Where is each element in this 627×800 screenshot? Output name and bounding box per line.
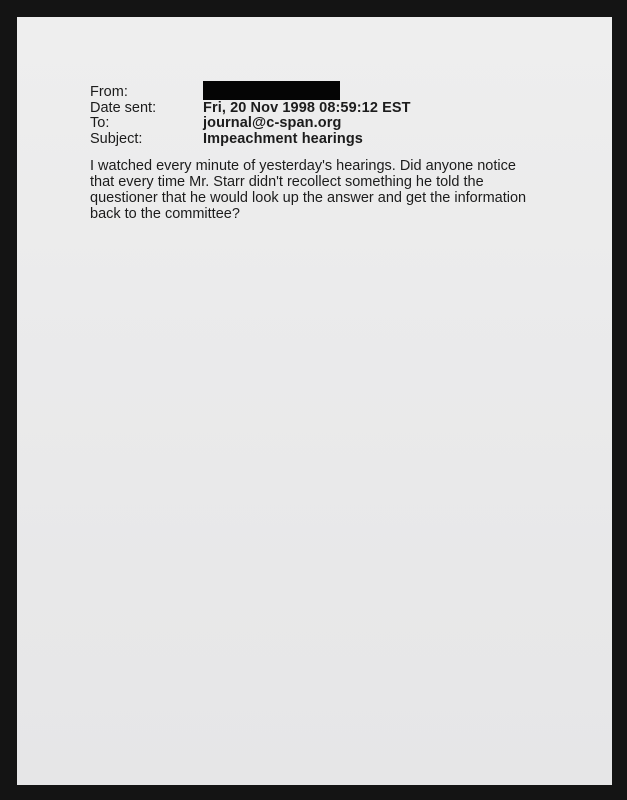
redacted-sender-block: [203, 81, 340, 100]
to-value: journal@c-span.org: [203, 115, 342, 131]
subject-label: Subject:: [90, 130, 143, 147]
to-label: To:: [90, 115, 110, 131]
date-label: Date sent:: [90, 99, 157, 116]
body-line: I watched every minute of yesterday's hearings. Did anyone notice: [90, 158, 516, 174]
body-line: that every time Mr. Starr didn't recollect something he told the: [90, 174, 484, 190]
email-header: [90, 85, 411, 147]
email-body: [90, 158, 560, 222]
body-line: back to the committee?: [90, 206, 240, 222]
subject-value: Impeachment hearings: [203, 130, 363, 147]
to-row: [90, 116, 411, 132]
from-label: From:: [90, 84, 128, 100]
from-row: [90, 85, 411, 101]
subject-row: [90, 132, 411, 148]
document-page: [17, 17, 612, 785]
body-line: questioner that he would look up the answer and get the information: [90, 190, 527, 206]
date-row: [90, 101, 411, 117]
date-value: Fri, 20 Nov 1998 08:59:12 EST: [203, 99, 411, 116]
